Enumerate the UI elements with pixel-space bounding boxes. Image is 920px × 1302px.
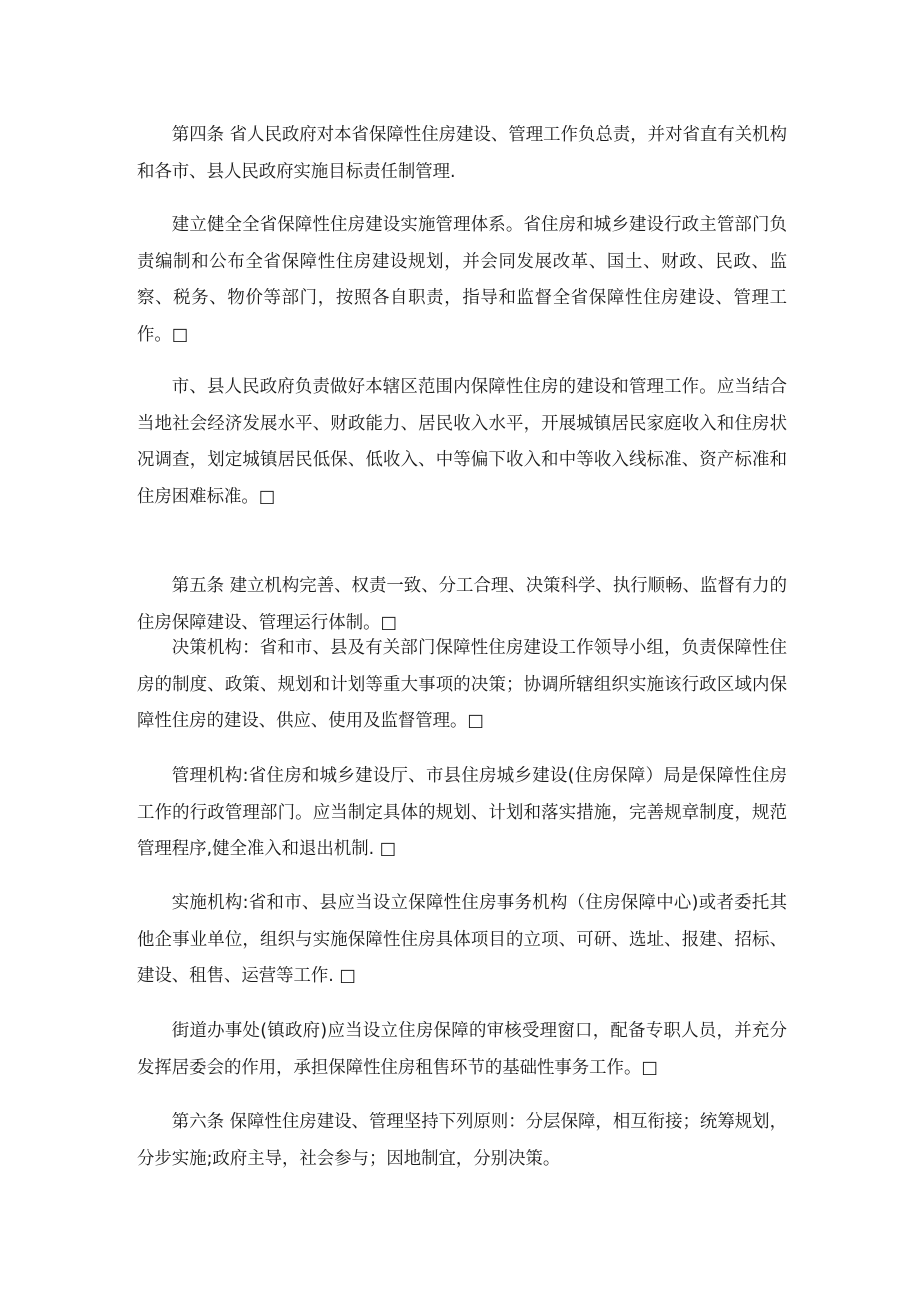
paragraph-decision-body: 决策机构：省和市、县及有关部门保障性住房建设工作领导小组，负责保障性住房的制度、政策、规划和计划等重大事项的决策；协调所辖组织实施该行政区域内保障性住房的建设、供应、使用及监督管理。□ (137, 638, 787, 731)
paragraph-article-5: 第五条 建立机构完善、权责一致、分工合理、决策科学、执行顺畅、监督有力的住房保障建设、管理运行体制。□ (137, 576, 787, 633)
paragraph-city-county-duty: 市、县人民政府负责做好本辖区范围内保障性住房的建设和管理工作。应当结合当地社会经济发展水平、财政能力、居民收入水平，开展城镇居民家庭收入和住房状况调查，划定城镇居民低保、低收入、中等偏下收入和中等收入线标准、资产标准和住房困难标准。□ (137, 377, 787, 507)
paragraph-article-4: 第四条 省人民政府对本省保障性住房建设、管理工作负总责，并对省直有关机构和各市、县人民政府实施目标责任制管理. (137, 125, 787, 182)
paragraph-implementation-body: 实施机构:省和市、县应当设立保障性住房事务机构（住房保障中心)或者委托其他企事业单位，组织与实施保障性住房具体项目的立项、可研、选址、报建、招标、建设、租售、运营等工作. □ (137, 893, 787, 986)
paragraph-street-office: 街道办事处(镇政府)应当设立住房保障的审核受理窗口，配备专职人员，并充分发挥居委会的作用，承担保障性住房租售环节的基础性事务工作。□ (137, 1021, 787, 1078)
paragraph-article-6: 第六条 保障性住房建设、管理坚持下列原则：分层保障，相互衔接；统筹规划，分步实施;政府主导，社会参与；因地制宜，分别决策。 (137, 1112, 787, 1169)
paragraph-management-body: 管理机构:省住房和城乡建设厅、市县住房城乡建设(住房保障）局是保障性住房工作的行政管理部门。应当制定具体的规划、计划和落实措施，完善规章制度，规范管理程序,健全准入和退出机制. □ (137, 766, 787, 859)
paragraph-province-system: 建立健全全省保障性住房建设实施管理体系。省住房和城乡建设行政主管部门负责编制和公布全省保障性住房建设规划，并会同发展改革、国土、财政、民政、监察、税务、物价等部门，按照各自职责，指导和监督全省保障性住房建设、管理工作。□ (137, 215, 787, 345)
